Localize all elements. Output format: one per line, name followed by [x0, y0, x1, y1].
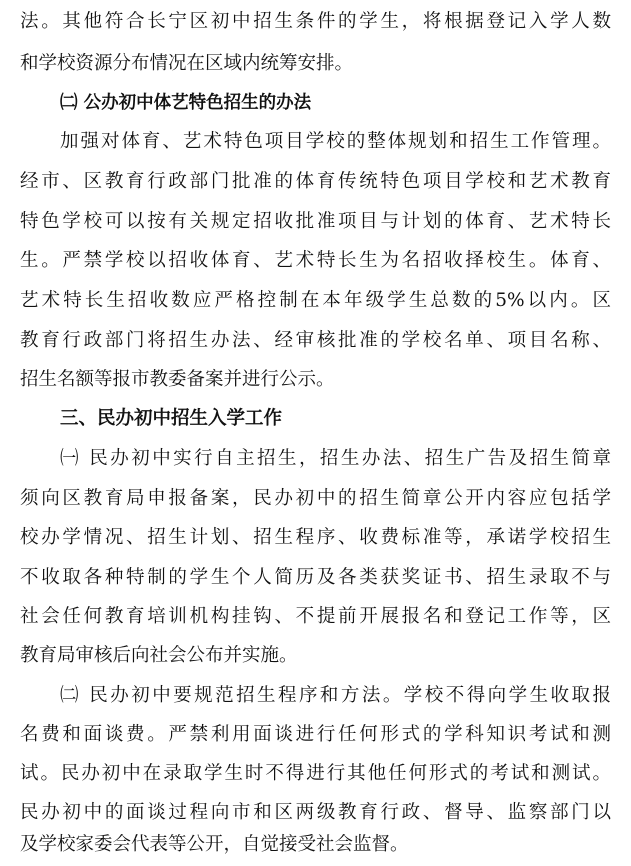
paragraph-line: 须向区教育局申报备案，民办初中的招生简章公开内容应包括学: [20, 488, 611, 509]
paragraph-line: 社会任何教育培训机构挂钩、不提前开展报名和登记工作等，区: [20, 606, 611, 627]
paragraph-line: ㈡ 民办初中要规范招生程序和方法。学校不得向学生收取报: [60, 685, 611, 706]
section-heading: 三、民办初中招生入学工作: [60, 408, 283, 429]
paragraph-line: 民办初中的面谈过程向市和区两级教育行政、督导、监察部门以: [20, 802, 611, 823]
paragraph-line: 教育行政部门将招生办法、经审核批准的学校名单、项目名称、: [20, 330, 611, 351]
paragraph-line: 不收取各种特制的学生个人简历及各类获奖证书、招生录取不与: [20, 567, 611, 588]
paragraph-line: 特色学校可以按有关规定招收批准项目与计划的体育、艺术特长: [20, 211, 611, 232]
paragraph-line: 教育局审核后向社会公布并实施。: [20, 645, 298, 666]
paragraph-line: 试。民办初中在录取学生时不得进行其他任何形式的考试和测试。: [20, 763, 611, 784]
section-subheading: ㈡ 公办初中体艺特色招生的办法: [60, 93, 312, 113]
paragraph-line: 经市、区教育行政部门批准的体育传统特色项目学校和艺术教育: [20, 171, 611, 192]
paragraph-line: 名费和面谈费。严禁利用面谈进行任何形式的学科知识考试和测: [20, 724, 611, 745]
paragraph-line: 法。其他符合长宁区初中招生条件的学生，将根据登记入学人数: [20, 11, 611, 32]
paragraph-line: 生。严禁学校以招收体育、艺术特长生为名招收择校生。体育、: [20, 250, 611, 271]
paragraph-line: 校办学情况、招生计划、招生程序、收费标准等，承诺学校招生: [20, 527, 611, 548]
paragraph-line: 加强对体育、艺术特色项目学校的整体规划和招生工作管理。: [60, 131, 611, 152]
paragraph-line: 招生名额等报市教委备案并进行公示。: [20, 369, 335, 390]
paragraph-line: 及学校家委会代表等公开，自觉接受社会监督。: [20, 834, 409, 855]
paragraph-line: ㈠ 民办初中实行自主招生，招生办法、招生广告及招生简章: [60, 448, 611, 469]
paragraph-line: 艺术特长生招收数应严格控制在本年级学生总数的5%以内。区: [20, 290, 611, 311]
paragraph-line: 和学校资源分布情况在区域内统筹安排。: [20, 53, 354, 74]
